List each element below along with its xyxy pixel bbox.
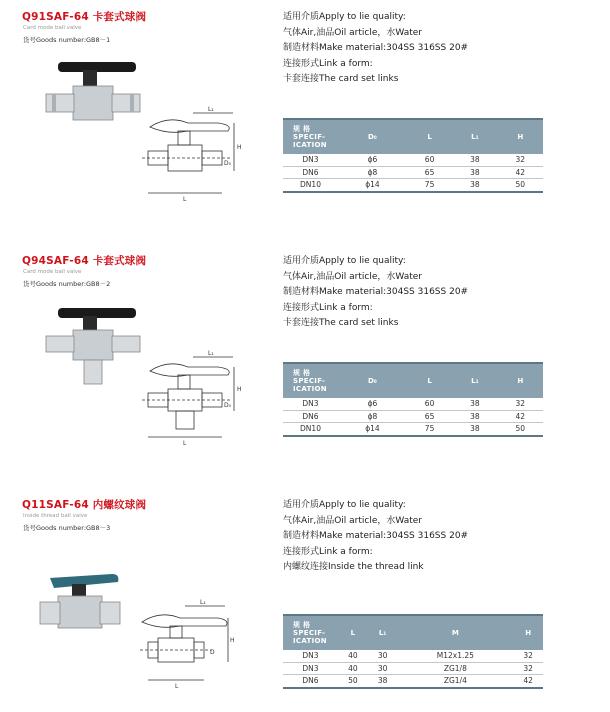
spec-line: 连接形式Link a form: xyxy=(283,302,373,313)
table-cell: 42 xyxy=(498,410,543,423)
spec-table xyxy=(283,118,543,193)
table-cell: 32 xyxy=(498,154,543,166)
valve-fitting-left xyxy=(40,602,60,624)
table-header-row xyxy=(283,615,543,650)
valve-stem xyxy=(83,70,97,88)
dim-label-l: L xyxy=(183,440,187,447)
table-row xyxy=(283,179,543,192)
spec-line: 卡套连接The card set links xyxy=(283,74,399,84)
column-header: M xyxy=(397,615,513,650)
table-cell: ZG1/4 xyxy=(397,675,513,688)
spec-description xyxy=(283,254,603,332)
column-header: H xyxy=(513,615,543,650)
table-cell: 38 xyxy=(452,166,497,179)
column-header: L xyxy=(338,615,368,650)
valve-photo xyxy=(22,560,132,660)
table-cell: DN3 xyxy=(283,650,338,662)
table-row xyxy=(283,410,543,423)
valve-body xyxy=(58,596,102,628)
table-cell: ɸ8 xyxy=(338,166,407,179)
table-cell: DN10 xyxy=(283,423,338,436)
dim-label-l: L xyxy=(183,196,187,203)
spec-line: 适用介质Apply to lie quality: xyxy=(283,12,406,22)
goods-number: 货号Goods number:GB8－2 xyxy=(23,280,111,288)
dim-label-l: L xyxy=(175,683,179,690)
spec-table xyxy=(283,614,543,689)
table-cell: DN3 xyxy=(283,154,338,166)
table-cell: 75 xyxy=(407,423,452,436)
valve-body xyxy=(73,330,113,360)
column-header: L₁ xyxy=(452,363,497,398)
table-row xyxy=(283,166,543,179)
spec-line: 气体Air,油品Oil article，水Water xyxy=(283,27,422,38)
valve-photo xyxy=(38,50,148,150)
valve-fitting-right xyxy=(112,336,140,352)
valve-fitting-left xyxy=(46,336,74,352)
spec-line: 连接形式Link a form: xyxy=(283,546,373,557)
table-cell: 50 xyxy=(498,423,543,436)
product-title: Q94SAF-64 卡套式球阀 xyxy=(22,255,147,267)
table-cell: M12x1.25 xyxy=(397,650,513,662)
table-cell: DN10 xyxy=(283,179,338,192)
dim-label-l1: L₁ xyxy=(200,599,206,606)
column-header-spec: 规 格 SPECIF- ICATION xyxy=(283,615,338,650)
table-cell: 32 xyxy=(513,650,543,662)
table-cell: 40 xyxy=(338,662,368,675)
table-header-row xyxy=(283,363,543,398)
table-cell: ɸ6 xyxy=(338,154,407,166)
table-cell: ɸ14 xyxy=(338,423,407,436)
table-cell: 38 xyxy=(452,154,497,166)
column-header: L xyxy=(407,119,452,154)
technical-drawing xyxy=(138,349,248,449)
table-cell: 50 xyxy=(498,179,543,192)
dim-label-l1: L₁ xyxy=(208,350,214,357)
dim-label-d: D xyxy=(210,649,215,656)
column-header: L₁ xyxy=(368,615,398,650)
spec-line: 卡套连接The card set links xyxy=(283,318,399,328)
spec-table xyxy=(283,362,543,437)
table-cell: 65 xyxy=(407,410,452,423)
spec-line: 适用介质Apply to lie quality: xyxy=(283,256,406,266)
goods-number: 货号Goods number:GB8－3 xyxy=(23,524,111,532)
table-cell: 60 xyxy=(407,154,452,166)
spec-line: 适用介质Apply to lie quality: xyxy=(283,500,406,510)
table-row xyxy=(283,662,543,675)
spec-line: 制造材料Make material:304SS 316SS 20# xyxy=(283,287,469,297)
valve-fitting-right xyxy=(112,94,140,112)
table-cell: ɸ6 xyxy=(338,398,407,410)
table-cell: 42 xyxy=(498,166,543,179)
column-header-spec: 规 格 SPECIF- ICATION xyxy=(283,119,338,154)
product-subtitle: Inside thread ball valve xyxy=(23,513,88,519)
table-cell: 30 xyxy=(368,650,398,662)
spec-line: 制造材料Make material:304SS 316SS 20# xyxy=(283,531,469,541)
column-header: H xyxy=(498,119,543,154)
table-cell: ɸ8 xyxy=(338,410,407,423)
table-cell: 38 xyxy=(452,423,497,436)
technical-drawing xyxy=(130,596,240,696)
table-cell: 75 xyxy=(407,179,452,192)
table-cell: ɸ14 xyxy=(338,179,407,192)
dim-label-h: H xyxy=(230,637,235,644)
dim-label-h: H xyxy=(237,144,242,151)
table-cell: 42 xyxy=(513,675,543,688)
table-cell: DN6 xyxy=(283,410,338,423)
table-cell: 50 xyxy=(338,675,368,688)
column-header: L₁ xyxy=(452,119,497,154)
table-row xyxy=(283,154,543,166)
column-header-spec: 规 格 SPECIF- ICATION xyxy=(283,363,338,398)
spec-line: 连接形式Link a form: xyxy=(283,58,373,69)
table-cell: 40 xyxy=(338,650,368,662)
spec-description xyxy=(283,498,603,576)
table-cell: 60 xyxy=(407,398,452,410)
table-row xyxy=(283,398,543,410)
table-row xyxy=(283,423,543,436)
table-cell: DN6 xyxy=(283,166,338,179)
table-cell: 38 xyxy=(452,398,497,410)
spec-line: 制造材料Make material:304SS 316SS 20# xyxy=(283,43,469,53)
dim-label-l1: L₁ xyxy=(208,106,214,113)
spec-description xyxy=(283,10,603,88)
product-title: Q11SAF-64 内螺纹球阀 xyxy=(22,499,147,511)
goods-number: 货号Goods number:GB8－1 xyxy=(23,36,111,44)
column-header: D₀ xyxy=(338,119,407,154)
dim-label-h: H xyxy=(237,386,242,393)
spec-line: 内螺纹连接Inside the thread link xyxy=(283,562,424,572)
table-cell: 65 xyxy=(407,166,452,179)
table-cell: 32 xyxy=(498,398,543,410)
valve-photo xyxy=(38,294,148,394)
technical-drawing xyxy=(138,105,248,205)
table-row xyxy=(283,650,543,662)
dim-label-d: D₀ xyxy=(224,402,232,409)
table-cell: 38 xyxy=(452,179,497,192)
valve-fitting-bottom xyxy=(84,360,102,384)
valve-body xyxy=(73,86,113,120)
table-cell: DN3 xyxy=(283,398,338,410)
column-header: H xyxy=(498,363,543,398)
dim-label-d: D₀ xyxy=(224,160,232,167)
product-subtitle: Card mode ball valve xyxy=(23,269,82,275)
table-row xyxy=(283,675,543,688)
table-cell: 32 xyxy=(513,662,543,675)
table-cell: 38 xyxy=(368,675,398,688)
product-title: Q91SAF-64 卡套式球阀 xyxy=(22,11,147,23)
column-header: D₀ xyxy=(338,363,407,398)
table-cell: 38 xyxy=(452,410,497,423)
column-header: L xyxy=(407,363,452,398)
table-header-row xyxy=(283,119,543,154)
table-cell: DN6 xyxy=(283,675,338,688)
spec-line: 气体Air,油品Oil article，水Water xyxy=(283,515,422,526)
table-cell: ZG1/8 xyxy=(397,662,513,675)
table-cell: DN3 xyxy=(283,662,338,675)
spec-line: 气体Air,油品Oil article，水Water xyxy=(283,271,422,282)
valve-fitting-right xyxy=(100,602,120,624)
table-cell: 30 xyxy=(368,662,398,675)
product-subtitle: Card mode ball valve xyxy=(23,25,82,31)
valve-fitting-left xyxy=(46,94,74,112)
